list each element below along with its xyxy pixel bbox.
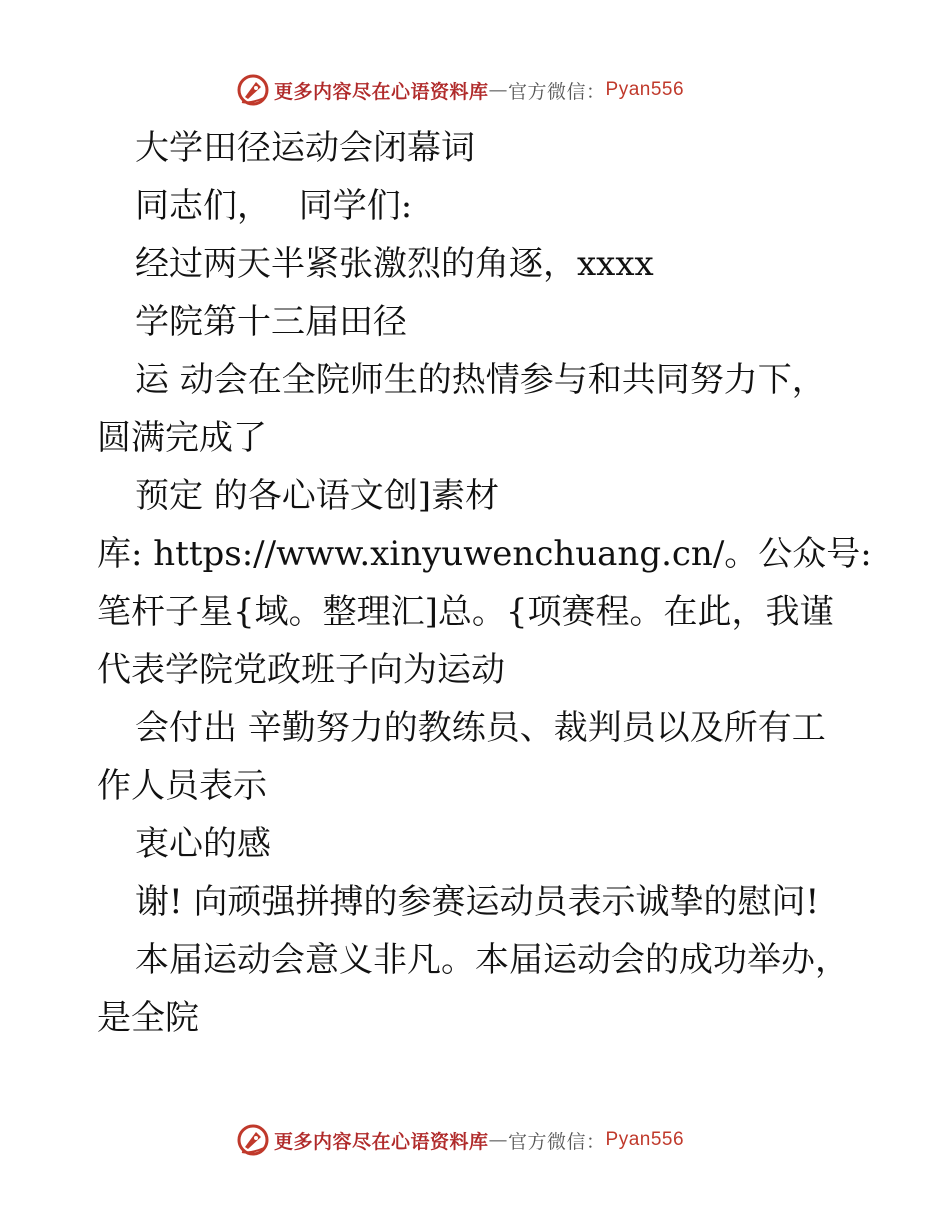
doc-line: 谢! 向顽强拼搏的参赛运动员表示诚挚的慰问! <box>135 882 820 922</box>
banner-account: Pyan556 <box>605 1129 685 1150</box>
pen-logo-icon <box>236 1123 270 1157</box>
banner-account: Pyan556 <box>605 79 685 100</box>
doc-line: 经过两天半紧张激烈的角逐，xxxx <box>135 244 654 284</box>
doc-line: 作人员表示 <box>97 766 267 806</box>
doc-line: 库: https://www.xinyuwenchuang.cn/。公众号: <box>97 534 872 574</box>
doc-line: 学院第十三届田径 <box>135 302 407 342</box>
doc-line: 运 动会在全院师生的热情参与和共同努力下， <box>135 360 826 400</box>
doc-line: 衷心的感 <box>135 824 271 864</box>
doc-line: 会付出 辛勤努力的教练员、裁判员以及所有工 <box>135 708 826 748</box>
banner-dash: — <box>488 79 509 101</box>
doc-line: 代表学院党政班子向为运动 <box>97 650 505 690</box>
header-banner <box>236 72 684 108</box>
doc-line: 圆满完成了 <box>97 418 267 458</box>
doc-line: 笔杆子星{域。整理汇]总。{项赛程。在此，我谨 <box>97 592 834 632</box>
doc-line: 是全院 <box>97 998 199 1038</box>
doc-line: 本届运动会意义非凡。本届运动会的成功举办， <box>135 940 849 980</box>
doc-line: 同志们， 同学们: <box>135 186 413 226</box>
banner-dash: — <box>488 1129 509 1151</box>
banner-main-text: 更多内容尽在心语资料库 <box>274 1130 489 1153</box>
doc-title: 大学田径运动会闭幕词 <box>135 128 475 168</box>
banner-sub-text: 官方微信： <box>508 80 606 103</box>
doc-line: 预定 的各心语文创]素材 <box>135 476 500 516</box>
banner-sub-text: 官方微信： <box>508 1130 606 1153</box>
banner-main-text: 更多内容尽在心语资料库 <box>274 80 489 103</box>
pen-logo-icon <box>236 73 270 107</box>
footer-banner <box>236 1122 684 1158</box>
